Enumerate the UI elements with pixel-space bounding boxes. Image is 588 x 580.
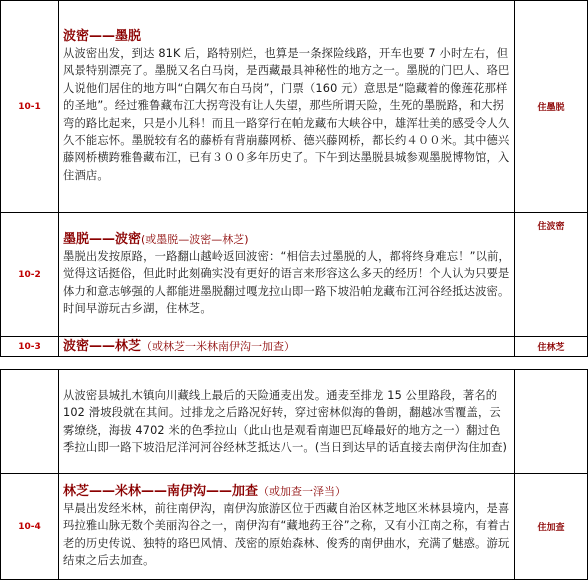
table-row xyxy=(1,474,588,580)
day-cell-empty xyxy=(1,370,59,474)
day-cell: 10-2 xyxy=(1,213,59,337)
stay-cell: 住墨脱 xyxy=(515,1,588,213)
route-title-alt: (或墨脱—波密—林芝) xyxy=(141,232,249,246)
table-row xyxy=(1,213,588,337)
route-title xyxy=(63,29,510,45)
route-description: 从波密县城扎木镇向川藏线上最后的天险通麦出发。通麦至排龙 15 公里路段，著名的 102 滑坡段就在其间。过排龙之后路况好转，穿过密林似海的鲁朗，翻越冰雪覆盖，云雾缭绕，海拔 4702 米的色季拉山（此山也是观看南迦巴瓦峰最好的地方之一）翻过色季拉山即一路下坡沿尼洋河河谷经林芝抵达八一。(当日到达早的话直接去南伊沟住加查) xyxy=(63,388,508,454)
day-cell: 10-4 xyxy=(1,474,59,580)
content-cell xyxy=(59,370,515,474)
stay-cell-empty xyxy=(515,370,588,474)
stay-cell: 住加查 xyxy=(515,474,588,580)
route-title-alt: （或林芝一米林南伊沟一加查） xyxy=(141,339,296,353)
route-description: 早晨出发经米林，前往南伊沟，南伊沟旅游区位于西藏自治区林芝地区米林县境内，是喜玛拉雅山脉无数个美丽沟谷之一，南伊沟有“藏地药王谷”之称，又有小江南之称，有着古老的历史传说、独特的珞巴风情、茂密的原始森林、俊秀的南伊曲水，充满了魅惑。游玩结束之后去加查。 xyxy=(63,501,510,567)
stay-cell: 住波密 xyxy=(515,213,588,337)
route-title xyxy=(63,339,510,355)
itinerary-table-bottom xyxy=(0,369,588,580)
route-title xyxy=(63,484,510,500)
route-title xyxy=(63,232,510,248)
content-cell xyxy=(59,337,515,357)
page-break-gap xyxy=(0,358,588,369)
route-title-text: 墨脱——波密 xyxy=(63,231,142,247)
route-description: 从波密出发，到达 81K 后，路特别烂，也算是一条探险线路，开车也要 7 小时左右，但风景特别漂亮了。墨脱又名白马岗，是西藏最具神秘性的地方之一。墨脱的门巴人、珞巴人说他们居住的地方叫“白隅欠布白马岗”，门票（160 元）意思是“隐藏着的像莲花那样的圣地”。经过雅鲁藏布江大拐弯没有让人失望，那些所谓天险，生死的墨脱路，和大拐弯的路比起来，只是小儿科！而且一路穿行在帕龙藏布大峡谷中，雄浑壮美的感受令人久久不能忘怀。墨脱较有名的藤桥有背崩藤网桥、德兴藤网桥，都长约４００米。其中德兴藤网桥横跨雅鲁藏布江，已有３００多年历史了。下午到达墨脱县城参观墨脱博物馆，入住酒店。 xyxy=(63,46,510,182)
route-title-text: 林芝——米林——南伊沟——加查 xyxy=(63,483,259,499)
table-row xyxy=(1,337,588,357)
table-row xyxy=(1,370,588,474)
route-title-text: 波密——林芝 xyxy=(63,338,142,354)
route-description: 墨脱出发按原路，一路翻山越岭返回波密：“相信去过墨脱的人，都将终身难忘！”以前，觉得这话挺俗，但此时此刻确实没有更好的语言来形容这么多天的经历！个人认为只要是体力和意志够强的人都能进墨脱翻过嘎龙拉山即一路下坡沿帕龙藏布江河谷经抵达波密。时间早游玩古乡湖，住林芝。 xyxy=(63,249,510,315)
content-cell xyxy=(59,474,515,580)
stay-cell: 住林芝 xyxy=(515,337,588,357)
content-cell xyxy=(59,213,515,337)
route-title-text: 波密——墨脱 xyxy=(63,28,142,44)
day-cell: 10-1 xyxy=(1,1,59,213)
day-cell: 10-3 xyxy=(1,337,59,357)
content-cell xyxy=(59,1,515,213)
table-row xyxy=(1,1,588,213)
route-title-alt: （或加查一泽当） xyxy=(258,484,347,498)
